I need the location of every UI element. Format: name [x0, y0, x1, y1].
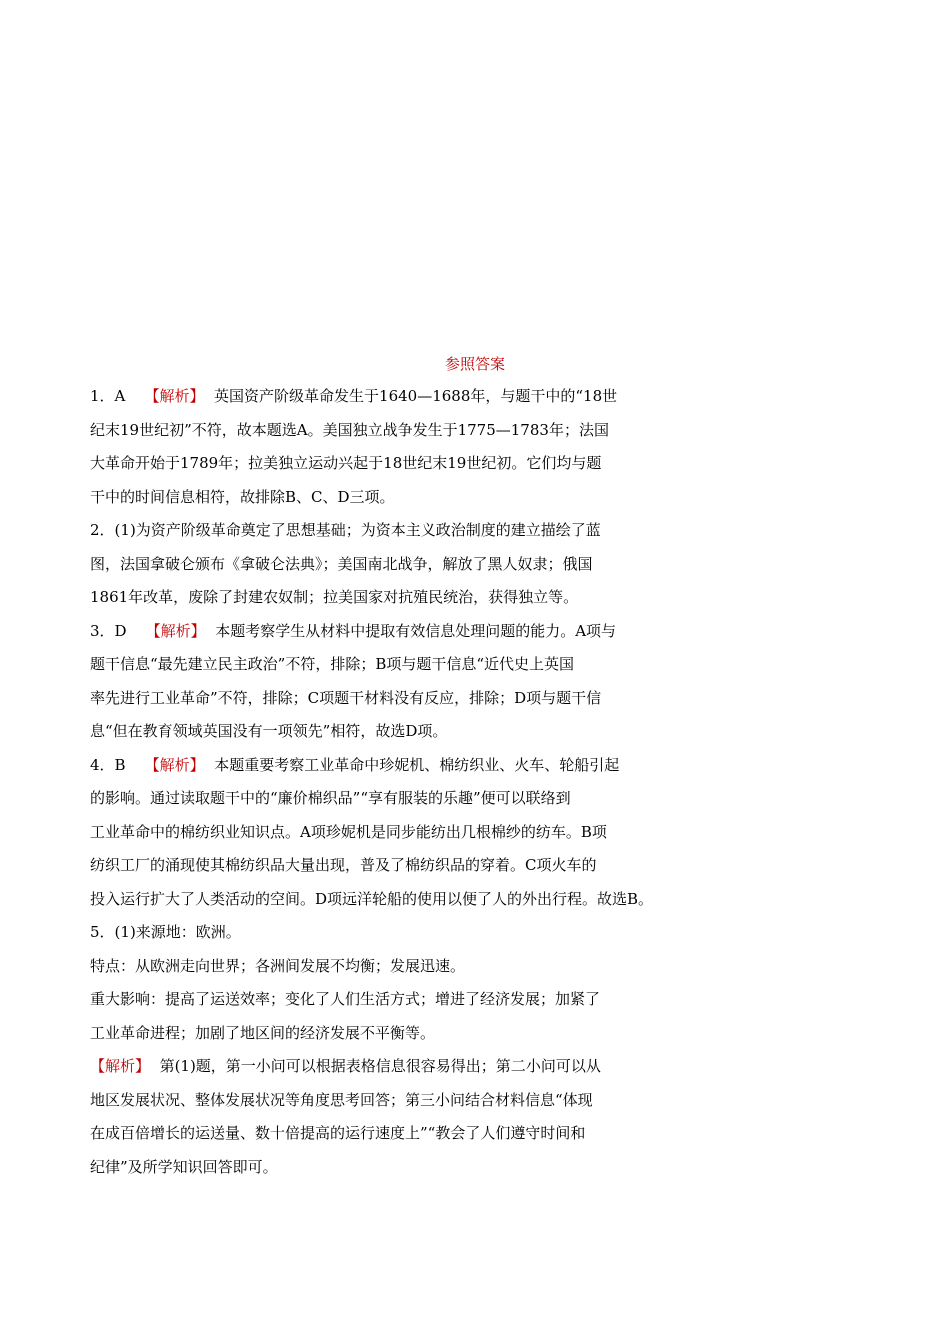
- answer-1-line-4: 干中的时间信息相符，故排除B、C、D三项。: [90, 487, 395, 506]
- answer-4-line-2: 的影响。通过读取题干中的“廉价棉织品”“享有服装的乐趣”便可以联络到: [90, 789, 571, 807]
- answer-5-analysis-line-1: [90, 1055, 730, 1089]
- answers-body: [90, 385, 730, 1189]
- answer-4-line-4: 纺织工厂的涌现使其棉纺织品大量出现，普及了棉纺织品的穿着。C项火车的: [90, 856, 597, 874]
- answer-5-analysis-tag: 【解析】: [90, 1057, 151, 1075]
- answer-3-line-3: 率先进行工业革命”不符，排除；C项题干材料没有反应，排除；D项与题干信: [90, 688, 602, 707]
- answer-4-line-3: 工业革命中的棉纺织业知识点。A项珍妮机是同步能纺出几根棉纱的纺车。B项: [90, 822, 607, 841]
- answer-2-line-2: 图，法国拿破仑颁布《拿破仑法典》；美国南北战争，解放了黑人奴隶；俄国: [90, 554, 593, 573]
- answer-5-analysis-text: 第(1)题，第一小问可以根据表格信息很容易得出；第二小问可以从: [159, 1057, 601, 1075]
- answer-1-analysis-tag: 【解析】: [144, 387, 205, 405]
- answer-4-analysis-tag: 【解析】: [144, 755, 205, 774]
- answer-3-analysis-tag: 【解析】: [145, 621, 206, 640]
- answer-2-line-3: 1861年改革，废除了封建农奴制；拉美国家对抗殖民统治，获得独立等。: [90, 588, 579, 606]
- answer-1-line-3: 大革命开始于1789年；拉美独立运动兴起于18世纪末19世纪初。它们均与题: [90, 454, 602, 472]
- answer-1-number: 1．A: [90, 387, 126, 405]
- answer-3-line-4: 息“但在教育领域英国没有一项领先”相符，故选D项。: [90, 722, 448, 740]
- answer-4-text: 本题重要考察工业革命中珍妮机、棉纺织业、火车、轮船引起: [214, 755, 620, 774]
- answer-5-analysis-line-4: 纪律”及所学知识回答即可。: [90, 1157, 278, 1176]
- answer-3-number: 3．D: [90, 621, 127, 640]
- answer-4-line-1: [90, 754, 730, 788]
- answer-5-line-1: 5．(1)来源地：欧洲。: [90, 923, 241, 941]
- answer-1-text: 英国资产阶级革命发生于1640—1688年，与题干中的“18世: [214, 387, 618, 405]
- answer-2-line-1: 2．(1)为资产阶级革命奠定了思想基础；为资本主义政治制度的建立描绘了蓝: [90, 521, 601, 539]
- answer-5-line-2: 特点：从欧洲走向世界；各洲间发展不均衡；发展迅速。: [90, 956, 466, 975]
- answer-1-line-1: [90, 385, 730, 419]
- answer-5-line-4: 工业革命进程；加剧了地区间的经济发展不平衡等。: [90, 1023, 436, 1042]
- answer-4-line-5: 投入运行扩大了人类活动的空间。D项远洋轮船的使用以便了人的外出行程。故选B。: [90, 889, 654, 908]
- answer-4-number: 4．B: [90, 755, 126, 774]
- page-title: 参照答案: [444, 355, 505, 373]
- answer-3-line-2: 题干信息“最先建立民主政治”不符，排除；B项与题干信息“近代史上英国: [90, 655, 575, 673]
- answer-3-text: 本题考察学生从材料中提取有效信息处理问题的能力。A项与: [215, 621, 617, 640]
- answer-1-line-2: 纪末19世纪初”不符，故本题选A。美国独立战争发生于1775—1783年；法国: [90, 420, 609, 439]
- answer-5-analysis-line-3: 在成百倍增长的运送量、数十倍提高的运行速度上”“教会了人们遵守时间和: [90, 1124, 586, 1142]
- answer-3-line-1: [90, 620, 730, 654]
- answer-5-line-3: 重大影响：提高了运送效率；变化了人们生活方式；增进了经济发展；加紧了: [90, 990, 601, 1008]
- answer-5-analysis-line-2: 地区发展状况、整体发展状况等角度思考回答；第三小问结合材料信息“体现: [90, 1090, 593, 1109]
